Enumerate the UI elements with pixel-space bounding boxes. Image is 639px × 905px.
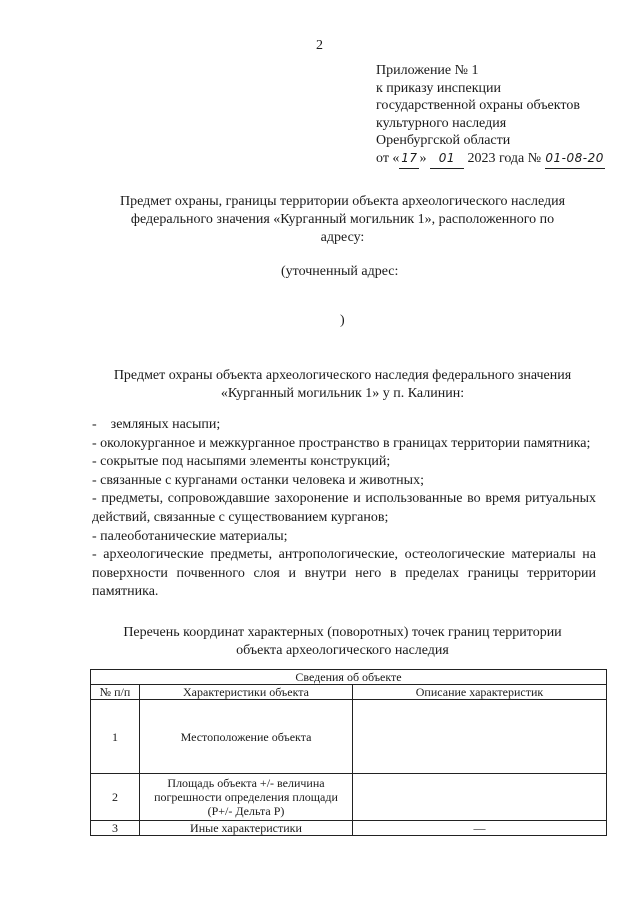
appendix-date-line	[376, 150, 605, 169]
title-line: Предмет охраны, границы территории объекта археологического наследия	[119, 194, 566, 209]
date-month-handwritten: 01	[430, 150, 464, 169]
list-item: - сокрытые под насыпями элементы конструкций;	[92, 454, 391, 470]
table-caption-row	[91, 670, 607, 685]
date-day-handwritten: 17	[399, 150, 419, 169]
header-num: № п/п	[91, 685, 140, 700]
row-description	[353, 700, 607, 774]
order-number-handwritten: 01-08-20	[545, 150, 605, 169]
list-item: - археологические предметы, антропологические, остеологические материалы на поверхности почвенного слоя и внутри него в пределах границы территории памятника.	[92, 547, 596, 600]
date-prefix: от «	[376, 150, 400, 166]
list-item: - связанные с курганами останки человека и животных;	[92, 472, 424, 488]
row-num: 3	[91, 821, 140, 836]
protection-subject-heading	[90, 367, 595, 403]
appendix-line: к приказу инспекции	[376, 80, 502, 96]
protection-list	[92, 416, 596, 602]
table-row	[91, 774, 607, 821]
header-description: Описание характеристик	[353, 685, 607, 700]
date-year: 2023 года №	[467, 150, 542, 166]
date-mid: »	[419, 150, 427, 166]
closing-paren: )	[340, 313, 345, 328]
appendix-line: культурного наследия	[376, 115, 507, 131]
title-line: федерального значения «Курганный могильник 1», расположенного по	[130, 212, 555, 227]
list-item: - земляных насыпи;	[92, 417, 221, 432]
title-line: адресу:	[320, 230, 365, 245]
page-number: 2	[316, 38, 323, 53]
list-item: - околокурганное и межкурганное пространство в границах территории памятника;	[92, 435, 591, 451]
row-characteristic: Иные характеристики	[140, 821, 353, 836]
row-characteristic: Местоположение объекта	[140, 700, 353, 774]
object-info-table	[90, 669, 607, 836]
heading-line: объекта археологического наследия	[236, 643, 449, 658]
clarified-address: (уточненный адрес:	[281, 264, 399, 279]
table-row	[91, 700, 607, 774]
list-item: - предметы, сопровождавшие захоронение и использованные во время ритуальных действий, связанные с существованием курганов;	[92, 491, 596, 525]
table-caption: Сведения об объекте	[91, 670, 607, 685]
document-title	[90, 193, 595, 247]
row-num: 1	[91, 700, 140, 774]
appendix-line: Приложение № 1	[376, 63, 479, 78]
table-header-row	[91, 685, 607, 700]
heading-line: «Курганный могильник 1» у п. Калинин:	[220, 386, 465, 401]
header-characteristic: Характеристики объекта	[140, 685, 353, 700]
appendix-line: государственной охраны объектов	[376, 98, 580, 114]
appendix-header	[376, 62, 605, 169]
coordinates-heading	[90, 624, 595, 660]
list-item: - палеоботанические материалы;	[92, 528, 288, 544]
heading-line: Предмет охраны объекта археологического наследия федерального значения	[113, 368, 572, 383]
appendix-line: Оренбургской области	[376, 133, 511, 149]
row-description	[353, 774, 607, 821]
heading-line: Перечень координат характерных (поворотных) точек границ территории	[123, 625, 562, 640]
table-row	[91, 821, 607, 836]
row-num: 2	[91, 774, 140, 821]
row-characteristic: Площадь объекта +/- величина погрешности определения площади (Р+/- Дельта Р)	[140, 774, 353, 821]
row-description: —	[353, 821, 607, 836]
